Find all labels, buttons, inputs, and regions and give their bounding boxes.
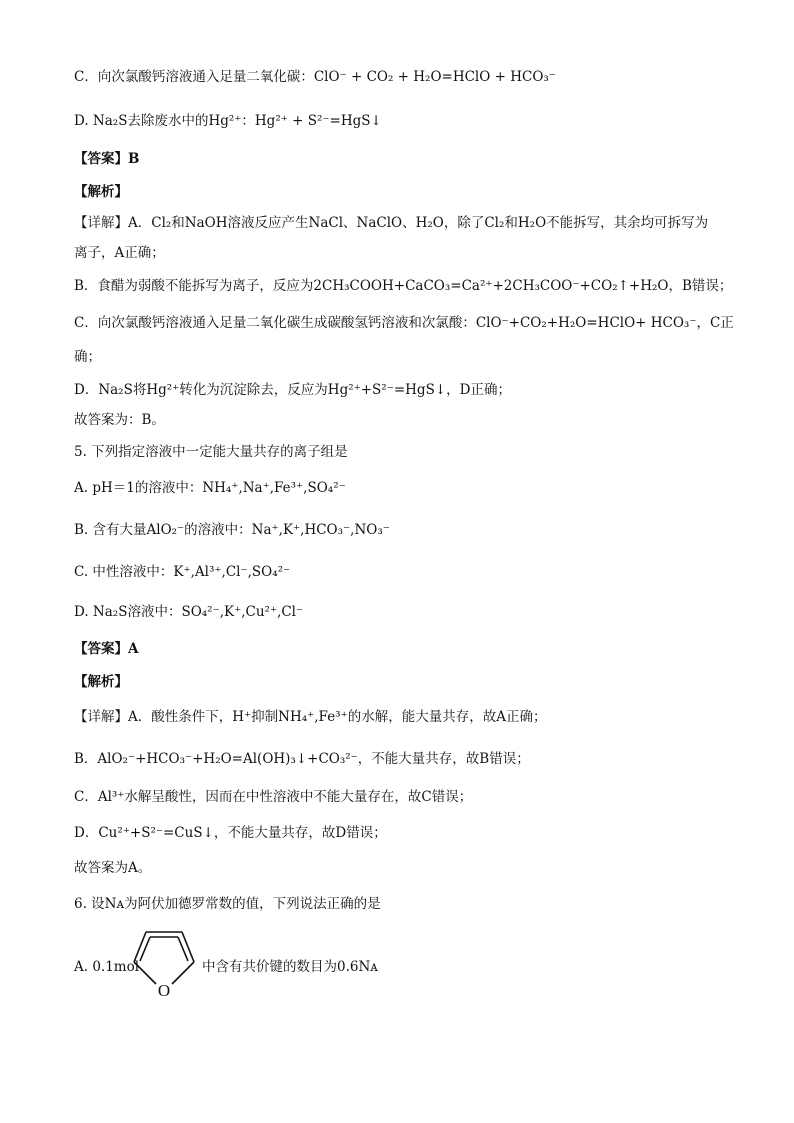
question-5-option-c: C. 中性溶液中：K⁺,Al³⁺,Cl⁻,SO₄²⁻ bbox=[74, 564, 291, 580]
question-6-stem: 6. 设Nᴀ为阿伏加德罗常数的值，下列说法正确的是 bbox=[74, 896, 381, 912]
oxygen-atom-label: O bbox=[157, 981, 171, 1000]
text-line-option-c: C．向次氯酸钙溶液通入足量二氧化碳：ClO⁻ + CO₂ + H₂O=HClO + HCO₃⁻ bbox=[74, 69, 556, 85]
detail-2-line-b: B．AlO₂⁻+HCO₃⁻+H₂O=Al(OH)₃↓+CO₃²⁻，不能大量共存，故B错误； bbox=[74, 751, 530, 767]
bond-c2-c3 bbox=[134, 932, 146, 962]
question-5-option-a: A. pH＝1的溶液中：NH₄⁺,Na⁺,Fe³⁺,SO₄²⁻ bbox=[74, 480, 346, 496]
bond-c2-o bbox=[134, 962, 156, 984]
answer-label-2: 【答案】A bbox=[74, 641, 139, 657]
conclusion-line-2: 故答案为A。 bbox=[74, 860, 152, 876]
detail-2-line-c: C．Al³⁺水解呈酸性，因而在中性溶液中不能大量存在，故C错误； bbox=[74, 789, 473, 805]
analysis-label-2: 【解析】 bbox=[74, 674, 128, 690]
bond-c2-c3-double bbox=[140, 937, 150, 961]
question-6-option-a-suffix: 中含有共价键的数目为0.6Nᴀ bbox=[202, 959, 378, 975]
question-5-option-b: B. 含有大量AlO₂⁻的溶液中：Na⁺,K⁺,HCO₃⁻,NO₃⁻ bbox=[74, 522, 390, 538]
detail-line-d: D．Na₂S将Hg²⁺转化为沉淀除去，反应为Hg²⁺+S²⁻=HgS↓，D正确； bbox=[74, 382, 511, 398]
detail-line-b: B．食醋为弱酸不能拆写为离子，反应为2CH₃COOH+CaCO₃=Ca²⁺+2CH₃COO⁻+CO₂↑+H₂O，B错误； bbox=[74, 278, 733, 294]
furan-structure bbox=[128, 926, 200, 1000]
detail-2-line-a: 【详解】A．酸性条件下，H⁺抑制NH₄⁺,Fe³⁺的水解，能大量共存，故A正确； bbox=[74, 709, 547, 725]
bond-c4-c5 bbox=[182, 932, 194, 962]
detail-line-c-cont: 确； bbox=[74, 349, 101, 365]
text-line-option-d: D. Na₂S去除废水中的Hg²⁺：Hg²⁺ + S²⁻=HgS↓ bbox=[74, 113, 382, 129]
answer-label: 【答案】B bbox=[74, 151, 140, 167]
bond-c4-c5-double bbox=[178, 937, 188, 961]
detail-line-a-cont: 离子，A正确； bbox=[74, 245, 165, 261]
question-6-option-a-prefix: A. 0.1mol bbox=[74, 959, 140, 975]
question-5-option-d: D. Na₂S溶液中：SO₄²⁻,K⁺,Cu²⁺,Cl⁻ bbox=[74, 604, 304, 620]
analysis-label: 【解析】 bbox=[74, 184, 128, 200]
detail-line-c: C．向次氯酸钙溶液通入足量二氧化碳生成碳酸氢钙溶液和次氯酸：ClO⁻+CO₂+H₂O=HClO+ HCO₃⁻，C正 bbox=[74, 315, 734, 331]
conclusion-line: 故答案为：B。 bbox=[74, 412, 165, 428]
detail-line-a: 【详解】A．Cl₂和NaOH溶液反应产生NaCl、NaClO、H₂O，除了Cl₂和H₂O不能拆写，其余均可拆写为 bbox=[74, 215, 709, 231]
detail-2-line-d: D．Cu²⁺+S²⁻=CuS↓，不能大量共存，故D错误； bbox=[74, 825, 387, 841]
bond-c5-o bbox=[172, 962, 194, 984]
question-5-stem: 5. 下列指定溶液中一定能大量共存的离子组是 bbox=[74, 444, 348, 460]
